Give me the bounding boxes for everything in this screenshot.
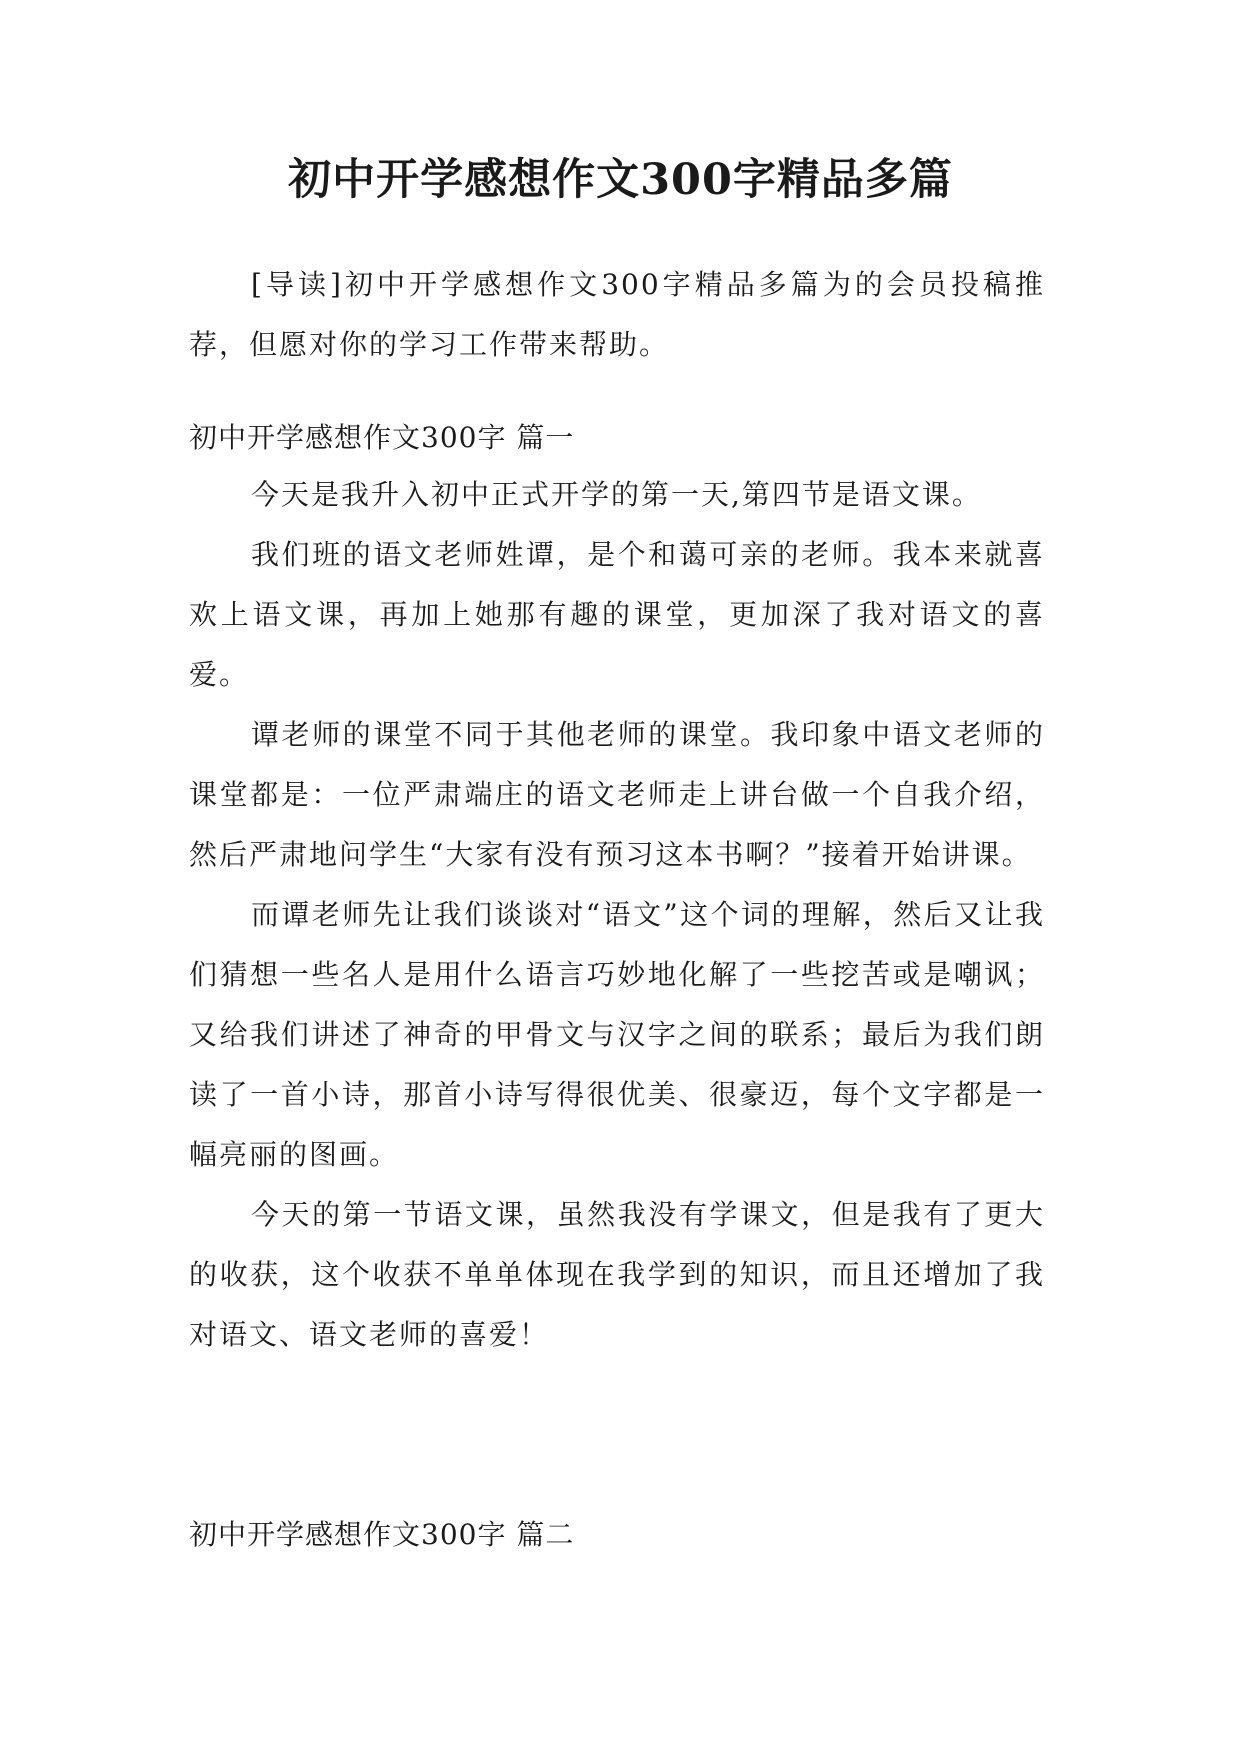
intro-block — [189, 255, 1045, 375]
section-1-body — [189, 465, 1045, 1365]
paragraph: 今天的第一节语文课，虽然我没有学课文，但是我有了更大的收获，这个收获不单单体现在我学到的知识，而且还增加了我对语文、语文老师的喜爱！ — [189, 1198, 1045, 1351]
section-heading-2: 初中开学感想作文300字 篇二 — [189, 1518, 575, 1551]
paragraph: 今天是我升入初中正式开学的第一天,第四节是语文课。 — [251, 478, 982, 511]
paragraph: 我们班的语文老师姓谭，是个和蔼可亲的老师。我本来就喜欢上语文课，再加上她那有趣的课堂，更加深了我对语文的喜爱。 — [189, 538, 1045, 691]
document-title: 初中开学感想作文300字精品多篇 — [288, 155, 953, 205]
intro-paragraph: [导读]初中开学感想作文300字精品多篇为的会员投稿推荐，但愿对你的学习工作带来帮助。 — [189, 268, 1045, 361]
paragraph: 而谭老师先让我们谈谈对“语文”这个词的理解，然后又让我们猜想一些名人是用什么语言巧妙地化解了一些挖苦或是嘲讽；又给我们讲述了神奇的甲骨文与汉字之间的联系；最后为我们朗读了一首小诗，那首小诗写得很优美、很豪迈，每个文字都是一幅亮丽的图画。 — [189, 898, 1045, 1171]
section-heading-1: 初中开学感想作文300字 篇一 — [189, 421, 575, 454]
paragraph: 谭老师的课堂不同于其他老师的课堂。我印象中语文老师的课堂都是：一位严肃端庄的语文老师走上讲台做一个自我介绍，然后严肃地问学生“大家有没有预习这本书啊？”接着开始讲课。 — [189, 718, 1045, 871]
